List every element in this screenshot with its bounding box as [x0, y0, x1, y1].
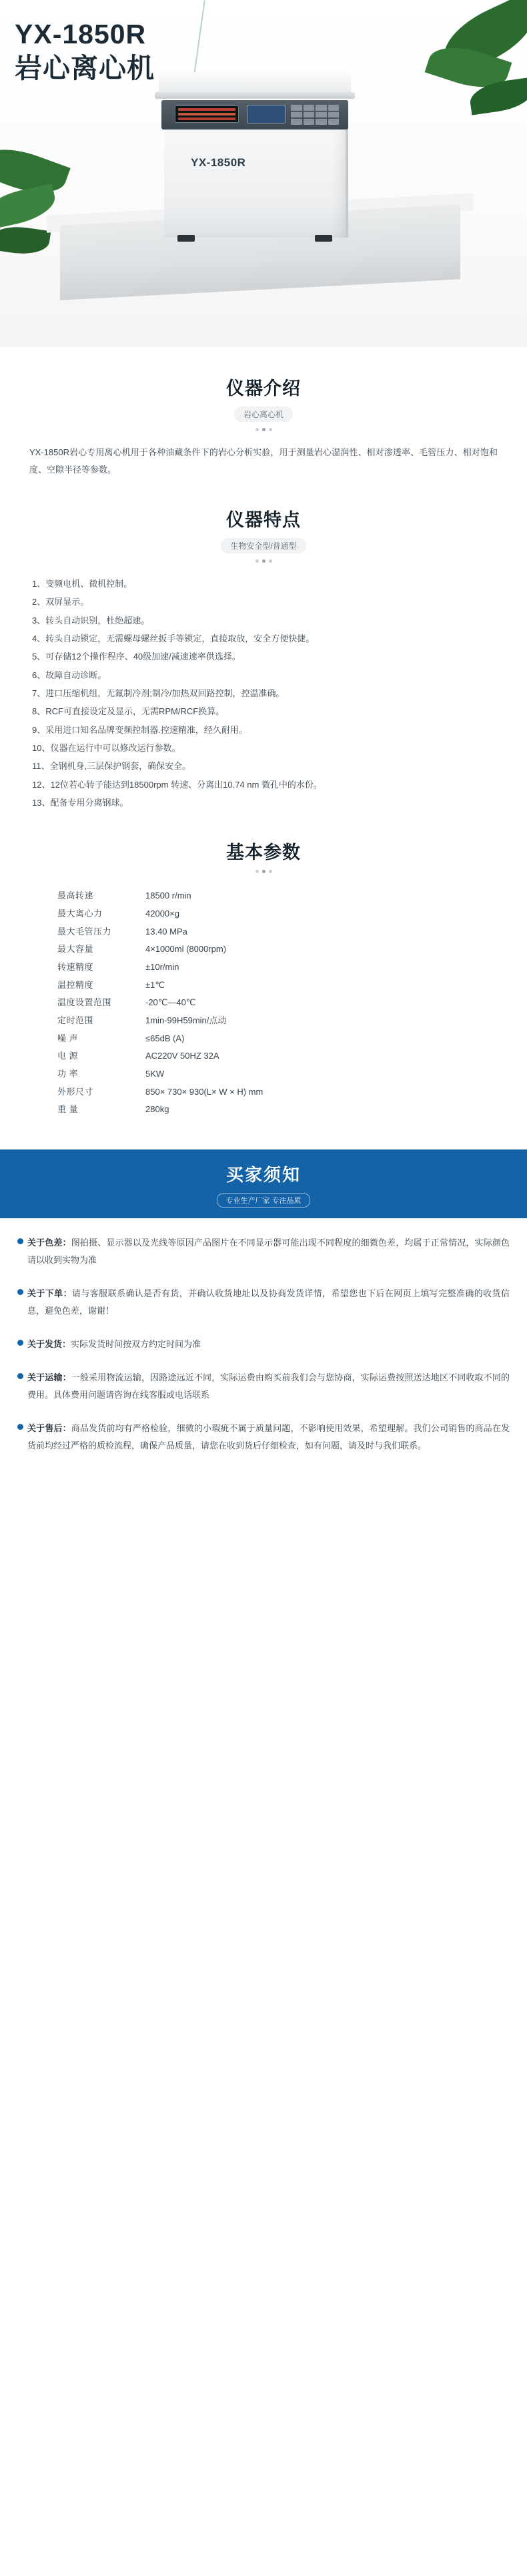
hero-banner: [0, 0, 527, 347]
list-item: 4、转头自动锁定，无需螺母螺丝扳手等锁定，直接取放，安全方便快捷。: [32, 633, 315, 644]
machine-lid: [159, 72, 351, 95]
bullet-dot-icon: [17, 1373, 23, 1379]
table-row: [57, 1083, 483, 1101]
features-section: [0, 505, 527, 811]
table-row: [57, 905, 483, 923]
table-row: [57, 923, 483, 941]
specs-heading-wrap: [17, 838, 510, 874]
list-item: [17, 1336, 510, 1353]
table-row: [57, 959, 483, 977]
list-item: 12、12位若心转子能达到18500rpm 转速、分离出10.74 nm 微孔中的水份。: [32, 779, 322, 790]
note-head: [17, 1336, 510, 1353]
note-body: 一般采用物流运输，因路途远近不同，实际运费由购买前我们会与您协商，实际运费按照送达地区不同收取不同的费用。具体费用问题请咨询在线客服或电话联系: [27, 1372, 510, 1400]
note-head: [17, 1420, 510, 1455]
note-body: 商品发货前均有严格检验，细微的小瑕疵不属于质量问题，不影响使用效果，希望理解。我们公司销售的商品在发货前均经过严格的质检流程，确保产品质量，请您在收到货后仔细检查，如有问题，请及时与我们联系。: [27, 1423, 510, 1451]
note-text: [27, 1285, 510, 1320]
bullet-dot-icon: [17, 1340, 23, 1346]
spec-key: 电 源: [57, 1051, 79, 1061]
note-head: [17, 1234, 510, 1269]
intro-section: [0, 374, 527, 479]
list-item: [17, 1234, 510, 1269]
spec-key: 重 量: [57, 1104, 79, 1115]
machine-model-label: YX-1850R: [191, 156, 246, 169]
specs-table: [17, 887, 510, 1118]
spec-key: 最高转速: [57, 890, 94, 901]
note-body: 实际发货时间按双方约定时间为准: [71, 1338, 201, 1349]
list-item: 1、变频电机、微机控制。: [32, 579, 133, 589]
note-label: 关于色差：: [27, 1237, 71, 1248]
bullet-dot-icon: [17, 1289, 23, 1295]
spec-value: AC220V 50HZ 32A: [145, 1051, 219, 1061]
divider-dots: [250, 559, 277, 563]
list-item: 2、双屏显示。: [32, 597, 89, 607]
divider-dots: [250, 870, 277, 874]
spec-key: 最大毛管压力: [57, 926, 112, 937]
features-title: 仪器特点: [226, 510, 301, 530]
spec-key: 最大容量: [57, 944, 94, 955]
spec-value: 4×1000ml (8000rpm): [145, 944, 227, 955]
bullet-dot-icon: [17, 1424, 23, 1430]
table-row: [57, 887, 483, 905]
list-item: 8、RCF可直接设定及显示，无需RPM/RCF换算。: [32, 706, 225, 717]
note-label: 关于售后：: [27, 1423, 71, 1433]
spec-key: 温度设置范围: [57, 997, 112, 1008]
spec-value: ±10r/min: [145, 962, 179, 973]
list-item: 9、采用进口知名品牌变频控制器.控速精准，经久耐用。: [32, 724, 247, 735]
list-item: 7、进口压缩机组，无氟制冷剂;制冷/加热双回路控制，控温准确。: [32, 688, 285, 699]
features-heading-wrap: [17, 505, 510, 563]
specs-section: [0, 838, 527, 1118]
intro-title: 仪器介绍: [226, 378, 301, 399]
list-item: 10、仪器在运行中可以修改运行参数。: [32, 743, 181, 754]
machine-control-panel: [161, 100, 348, 130]
intro-heading-wrap: [17, 374, 510, 432]
leaf-decoration-icon: [0, 223, 51, 258]
divider-dots: [250, 428, 277, 432]
table-row: [57, 1065, 483, 1083]
machine-lid-edge: [155, 92, 355, 99]
spec-key: 最大离心力: [57, 909, 103, 919]
table-row: [57, 1047, 483, 1065]
table-row: [57, 994, 483, 1012]
note-text: [27, 1234, 510, 1269]
feature-list: [17, 575, 510, 811]
note-body: 请与客服联系确认是否有货，并确认收货地址以及协商发货详情，希望您也下后在网页上填写完整准确的收货信息，避免色差，谢谢！: [27, 1288, 510, 1316]
note-head: [17, 1285, 510, 1320]
machine-foot: [177, 235, 195, 242]
buyer-notice-list: [0, 1218, 527, 1497]
stem-decoration-icon: [193, 0, 205, 74]
note-body: 图拍摄、显示器以及光线等原因产品图片在不同显示器可能出现不同程度的细微色差，均属于正常情况，实际颜色请以收到实物为准: [27, 1237, 510, 1265]
spec-value: 18500 r/min: [145, 890, 191, 901]
machine-body: [164, 128, 346, 238]
list-item: 3、转头自动识别，杜绝超速。: [32, 615, 150, 625]
note-head: [17, 1369, 510, 1404]
bullet-dot-icon: [17, 1238, 23, 1244]
note-label: 关于运输：: [27, 1372, 71, 1382]
lcd-screen-icon: [247, 105, 286, 123]
spec-value: 5KW: [145, 1068, 165, 1079]
spec-key: 温控精度: [57, 979, 94, 990]
hero-title: YX-1850R 岩心离心机: [15, 19, 155, 84]
spec-key: 定时范围: [57, 1015, 94, 1025]
note-text: [27, 1369, 510, 1404]
intro-subtitle: 岩心离心机: [234, 407, 293, 422]
spec-key: 外形尺寸: [57, 1086, 94, 1097]
spec-key: 功 率: [57, 1068, 79, 1079]
table-row: [57, 977, 483, 995]
list-item: 5、可存储12个操作程序、40级加速/减速速率供选择。: [32, 652, 241, 662]
spec-value: 280kg: [145, 1104, 169, 1115]
list-item: 11、全钢机身,三层保护钢套，确保安全。: [32, 761, 191, 772]
table-row: [57, 1101, 483, 1119]
list-item: 13、配备专用分离钢球。: [32, 798, 129, 808]
spec-key: 转速精度: [57, 962, 94, 973]
intro-paragraph: YX-1850R岩心专用离心机用于各种油藏条件下的岩心分析实验，用于测量岩心湿润性、相对渗透率、毛管压力、相对饱和度、空隙半径等参数。: [29, 447, 498, 475]
spec-value: 13.40 MPa: [145, 926, 187, 937]
spec-value: ≤65dB (A): [145, 1033, 185, 1043]
table-row: [57, 941, 483, 959]
table-row: [57, 1012, 483, 1030]
buyer-notice-subtitle: 专业生产厂家 专注品质: [217, 1193, 310, 1208]
list-item: [17, 1420, 510, 1455]
note-text: [27, 1420, 510, 1455]
spec-value: 42000×g: [145, 909, 179, 919]
spec-value: -20℃—40℃: [145, 997, 196, 1008]
spec-value: ±1℃: [145, 979, 165, 990]
note-label: 关于下单：: [27, 1288, 72, 1298]
machine-foot: [315, 235, 332, 242]
list-item: 6、故障自动诊断。: [32, 670, 107, 680]
features-subtitle: 生物安全型/普通型: [221, 538, 306, 553]
keypad-icon: [291, 105, 339, 125]
note-label: 关于发货：: [27, 1338, 71, 1349]
spec-value: 1min-99H59min/点动: [145, 1015, 227, 1025]
note-text: [27, 1336, 201, 1353]
centrifuge-product-image: [155, 72, 355, 238]
buyer-notice-banner: [0, 1149, 527, 1218]
spec-key: 噪 声: [57, 1033, 79, 1043]
led-display-icon: [175, 105, 239, 123]
spec-value: 850× 730× 930(L× W × H) mm: [145, 1086, 264, 1097]
table-row: [57, 1030, 483, 1048]
buyer-notice-title: 买家须知: [225, 1164, 301, 1185]
list-item: [17, 1369, 510, 1404]
list-item: [17, 1285, 510, 1320]
specs-title: 基本参数: [226, 842, 301, 863]
